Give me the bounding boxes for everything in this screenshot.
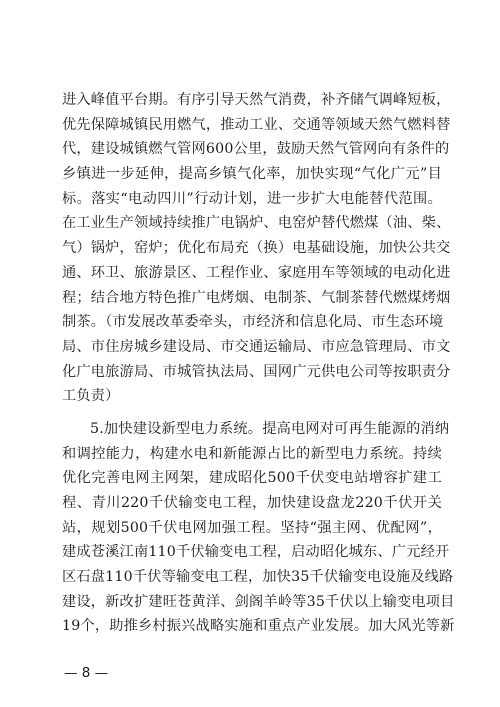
text-line: 化广电旅游局、市城管执法局、国网广元供电公司等按职责分 xyxy=(62,363,451,380)
paragraph-1 xyxy=(62,88,451,409)
text-line: 区石盘110千伏等输变电工程，加快35千伏输变电设施及线路 xyxy=(62,569,454,586)
text-line: 通、环卫、旅游景区、工程作业、家庭用车等领域的电动化进 xyxy=(62,264,451,281)
section-heading-line: 5.加快建设新型电力系统。提高电网对可再生能源的消纳 xyxy=(90,420,450,437)
text-line: 站，规划500千伏电网加强工程。坚持“强主网、优配网”， xyxy=(62,519,442,536)
text-line: 建设，新改扩建旺苍黄洋、剑阁羊岭等35千伏以上输变电项目 xyxy=(62,593,455,610)
body-text xyxy=(62,88,455,639)
text-line: 标。落实“电动四川”行动计划，进一步扩大电能替代范围。 xyxy=(62,190,442,207)
text-line: 气）锅炉，窑炉；优化布局充（换）电基础设施，加快公共交 xyxy=(62,240,451,257)
text-line: 19个，助推乡村振兴战略实施和重点产业发展。加大风光等新 xyxy=(62,618,455,635)
text-line: 在工业生产领域持续推广电锅炉、电窑炉替代燃煤（油、柴、 xyxy=(62,215,451,232)
text-line: 乡镇进一步延伸，提高乡镇气化率，加快实现“气化广元”目 xyxy=(62,166,442,183)
text-line: 进入峰值平台期。有序引导天然气消费，补齐储气调峰短板， xyxy=(62,92,451,108)
text-line: 制茶。（市发展改革委牵头，市经济和信息化局、市生态环境 xyxy=(62,314,444,331)
page-number: — 8 — xyxy=(64,665,109,681)
text-line: 工负责） xyxy=(62,388,120,405)
text-line: 程；结合地方特色推广电烤烟、电制茶、气制茶替代燃煤烤烟 xyxy=(62,289,451,306)
text-line: 程、青川220千伏输变电工程，加快建设盘龙220千伏开关 xyxy=(62,495,442,511)
text-line: 代，建设城镇燃气管网600公里，鼓励天然气管网向有条件的 xyxy=(62,141,450,158)
paragraph-2 xyxy=(62,417,455,639)
text-line: 和调控能力，构建水电和新能源占比的新型电力系统。持续 xyxy=(62,445,442,462)
text-line: 优先保障城镇民用燃气，推动工业、交通等领域天然气燃料替 xyxy=(62,116,451,133)
text-line: 优化完善电网主网架，建成昭化500千伏变电站增容扩建工 xyxy=(62,470,442,487)
text-line: 建成苍溪江南110千伏输变电工程，启动昭化城东、广元经开 xyxy=(62,544,450,561)
text-line: 局、市住房城乡建设局、市交通运输局、市应急管理局、市文 xyxy=(62,338,451,355)
